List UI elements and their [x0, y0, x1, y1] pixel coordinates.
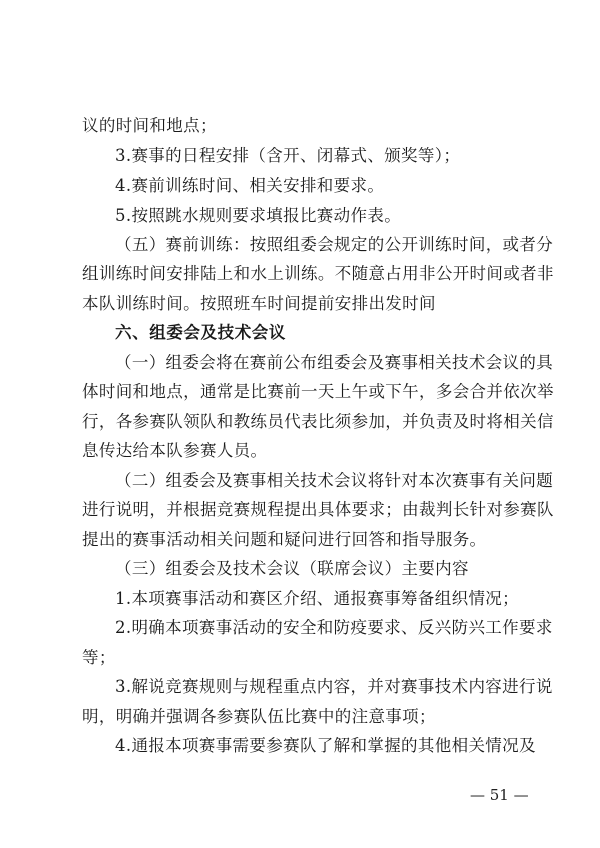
page-number: — 51 — — [470, 786, 529, 804]
text-line: 等； — [82, 648, 116, 667]
text-line: （二）组委会及赛事相关技术会议将针对本次赛事有关问题 — [115, 471, 554, 490]
text-line: 4.通报本项赛事需要参赛队了解和掌握的其他相关情况及 — [115, 736, 536, 755]
text-line: 提出的赛事活动相关问题和疑问进行回答和指导服务。 — [82, 530, 487, 549]
text-line: 本队训练时间。按照班车时间提前安排出发时间 — [82, 294, 436, 313]
text-line: 体时间和地点，通常是比赛前一天上午或下午，多会合并依次举 — [82, 382, 554, 401]
section-heading: 六、组委会及技术会议 — [115, 323, 286, 342]
text-line: 息传达给本队参赛人员。 — [82, 441, 268, 460]
text-line: 议的时间和地点； — [82, 116, 217, 135]
text-line: 3.解说竞赛规则与规程重点内容，并对赛事技术内容进行说 — [115, 677, 553, 696]
text-line: （一）组委会将在赛前公布组委会及赛事相关技术会议的具 — [115, 353, 554, 372]
text-line: 明，明确并强调各参赛队伍比赛中的注意事项； — [82, 707, 436, 726]
text-line: （三）组委会及技术会议（联席会议）主要内容 — [115, 559, 469, 578]
text-line: 组训练时间安排陆上和水上训练。不随意占用非公开时间或者非 — [82, 264, 554, 283]
text-line: 行，各参赛队领队和教练员代表比须参加，并负责及时将相关信 — [82, 412, 554, 431]
text-line: 4.赛前训练时间、相关安排和要求。 — [115, 176, 385, 195]
text-line: 进行说明，并根据竞赛规程提出具体要求；由裁判长针对参赛队 — [82, 500, 554, 519]
text-line: 2.明确本项赛事活动的安全和防疫要求、反兴防兴工作要求 — [115, 618, 553, 637]
text-line: 3.赛事的日程安排（含开、闭幕式、颁奖等）； — [115, 146, 461, 165]
text-line: 5.按照跳水规则要求填报比赛动作表。 — [115, 206, 402, 225]
text-line: （五）赛前训练：按照组委会规定的公开训练时间，或者分 — [115, 235, 554, 254]
text-line: 1.本项赛事活动和赛区介绍、通报赛事筹备组织情况； — [115, 589, 519, 608]
